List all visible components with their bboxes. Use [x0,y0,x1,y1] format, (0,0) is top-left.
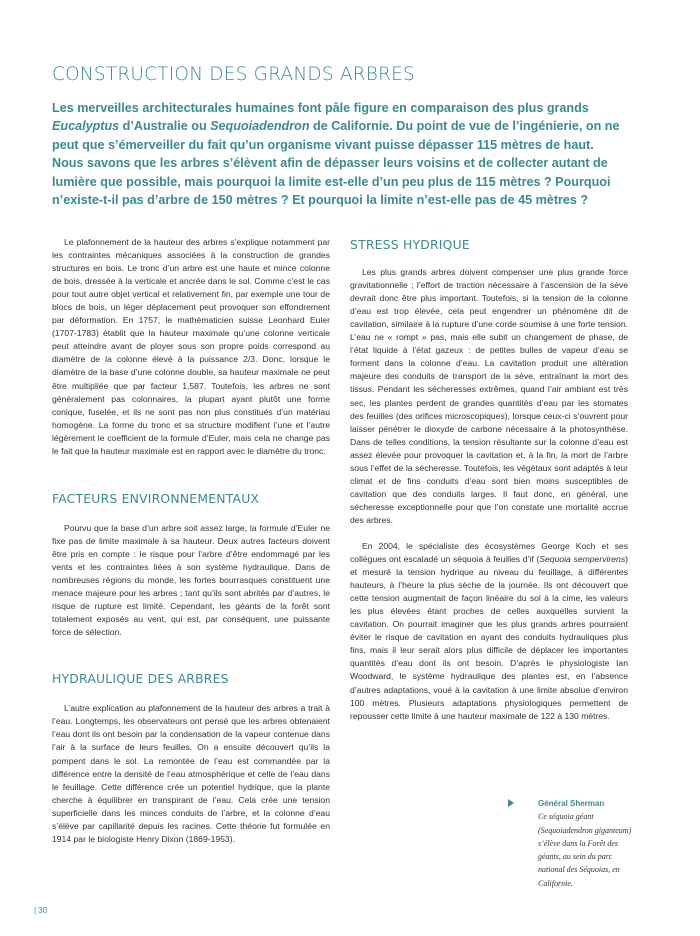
triangle-pointer-icon [508,799,514,807]
heading-facteurs: FACTEURS ENVIRONNEMENTAUX [52,490,260,506]
species-sequoia-sempervirens: Sequoia sempervirens [539,554,626,565]
left-column [52,236,330,846]
caption-title-row [522,797,632,810]
lead-genus-sequoiadendron: Sequoiadendron [210,119,310,134]
lead-part-1: Les merveilles architecturales humaines font pâle figure en comparaison des plus grands [52,101,589,115]
lead-genus-eucalyptus: Eucalyptus [52,119,120,134]
lead-part-3: de Californie. Du point de vue de l’ingénierie, on ne peut que s’émerveiller du fait qu’un organisme vivant puisse dépasser 115 mètres de haut. Nous savons que les arbres s’élèvent afin de dépasser leurs voisins et de collecter autant de lumière que possible, mais pourquoi la limite est-elle d’un peu plus de 115 mètres ? Pourquoi n’existe-t-il pas d’arbre de 150 mètres ? Et pourquoi la limite n’est-elle pas de 45 mètres ? [52,119,620,208]
heading-hydraulique: HYDRAULIQUE DES ARBRES [52,671,229,687]
page-title: CONSTRUCTION DES GRANDS ARBRES [52,64,415,85]
stress-paragraph-1: Les plus grands arbres doivent compenser une plus grande force gravitationnelle ; l’effort de traction nécessaire à l’ascension de la sève devrait donc être plus important. Toutefois, si la tension de la colonne d’eau est trop élevée, cela peut engendrer un phénomène dit de cavitation, similaire à la rupture d’une corde soumise à une forte tension. L’eau ne « rompt » pas, mais elle subit un changement de phase, de l’état liquide à l’état gazeux : de petites bulles de vapeur d’eau se forment dans la colonne d’eau. La cavitation produit une altération majeure des conduits de transport de la sève, entraînant la mort des tissus. Pendant les sécheresses extrêmes, quand l’air ambiant est très sec, les plantes perdent de grandes quantités d’eau par les stomates des feuilles (des orifices microscopiques), lorsque ceux-ci s’ouvrent pour laisser pénétrer le dioxyde de carbone nécessaire à la photosynthèse. Dans de telles conditions, la tension résultante sur la colonne d’eau est assez élevée pour provoquer la cavitation et, à la fin, la mort de l’arbre sous l’effet de la sécheresse. Toutefois, les végétaux sont adaptés à leur climat et de fins conduits d’eau sont bien moins susceptibles de cavitation que des conduits larges. Il faut donc, en général, une sécheresse exceptionnelle pour que l’on constate une mortalité accrue des arbres. [350,267,628,525]
caption-text: Ce séquoia géant (Sequoiadendron giganteum) s’élève dans la Forêt des géants, au sein du parc national des Séquoias, en Californie. [538,812,632,888]
stress-p2-part-a: En 2004, le spécialiste des écosystèmes George Koch et ses collègues ont escaladé un séquoia à feuilles d’if ( [350,540,628,565]
lead-paragraph [52,99,624,209]
stress-paragraph-2 [350,540,628,723]
hydraulique-paragraph: L’autre explication au plafonnement de la hauteur des arbres a trait à l’eau. Longtemps, les observateurs ont pensé que les arbres obtenaient l’eau dont ils ont besoin par la condensation de la vapeur contenue dans l’air à la surface de leurs feuilles. On a ensuite découvert qu’ils la pompent dans le sol. La remontée de l’eau est commandée par la différence entre la densité de l’eau atmosphérique et celle de l’eau dans le feuillage. Cette différence crée un potentiel hydrique, que la plante cherche à équilibrer en transpirant de l’eau. Cela crée une tension superficielle dans les minces conduits de l’arbre, et la colonne d’eau s’élève par capillarité depuis les racines. Cette théorie fut formulée en 1914 par le biologiste Henry Dixon (1869-1953). [52,703,330,844]
facteurs-paragraph: Pourvu que la base d’un arbre soit assez large, la formule d’Euler ne fixe pas de limite maximale à sa hauteur. Deux autres facteurs doivent être pris en compte : le risque pour l’arbre d’être endommagé par les vents et les contraintes liées à son système hydraulique. Dans de nombreuses régions du monde, les fortes bourrasques constituent une menace majeure pour les arbres ; tant qu’ils sont abrités par d’autres, le risque de rupture est limité. Cependant, les géants de la forêt sont totalement exposés au vent, qui est, par conséquent, une puissante force de sélection. [52,522,330,638]
stress-p2-part-b: ) et mesuré la tension hydrique au niveau du feuillage, à différentes hauteurs, à l’heure la plus sèche de la journée. Ils ont découvert que cette tension augmentait de façon linéaire du sol à la cime, les valeurs les plus élevées étant proches de celles auxquelles survient la cavitation. On pourrait imaginer que les plus grands arbres pourraient éviter le risque de cavitation en ayant des conduits hydrauliques plus fins, mais il leur serait alors plus difficile de déplacer les importantes quantités d’eau dont ils ont besoin. D’après le physiologiste Ian Woodward, le système hydraulique des plantes est, en l’absence d’autres adaptations, voué à la cavitation à une limite absolue d’environ 100 mètres. Plusieurs adaptations physiologiques permettent de repousser cette limite à une hauteur maximale de 122 à 130 mètres. [350,554,628,721]
intro-paragraph: Le plafonnement de la hauteur des arbres s’explique notamment par les contraintes mécaniques associées à la construction de grandes structures en bois. Le tronc d’un arbre est une haute et mince colonne de bois, dressée à la verticale et ancrée dans le sol. Comme c’est le cas pour tout autre objet vertical et relativement fin, par exemple une tour de blocs de bois, un léger déplacement peut provoquer son effondrement par déformation. En 1757, le mathématicien suisse Leonhard Euler (1707-1783) établit que la hauteur maximale qu’une colonne verticale peut atteindre avant de ployer sous son propre poids correspond au diamètre de la colonne élevé à la puissance 2/3. Donc, lorsque le diamètre de la base d’une colonne double, sa hauteur maximale ne peut être multipliée que par facteur 1,587. Toutefois, les arbres ne sont généralement pas colonnaires, la plupart ayant plutôt une forme conique, fuselée, et ils ne sont pas non plus constitués d’un matériau homogène. La forme du tronc et sa structure modifient l’une et l’autre légèrement le coefficient de la formule d’Euler, mais cela ne change pas le fait que la hauteur maximale est en rapport avec le diamètre du tronc. [52,237,330,456]
caption-title: Général Sherman [538,799,605,808]
heading-stress: STRESS HYDRIQUE [350,237,470,252]
page-number: | 30 [34,906,48,915]
photo-caption [522,797,632,890]
lead-part-2: d’Australie ou [119,119,211,134]
right-column [350,238,628,723]
